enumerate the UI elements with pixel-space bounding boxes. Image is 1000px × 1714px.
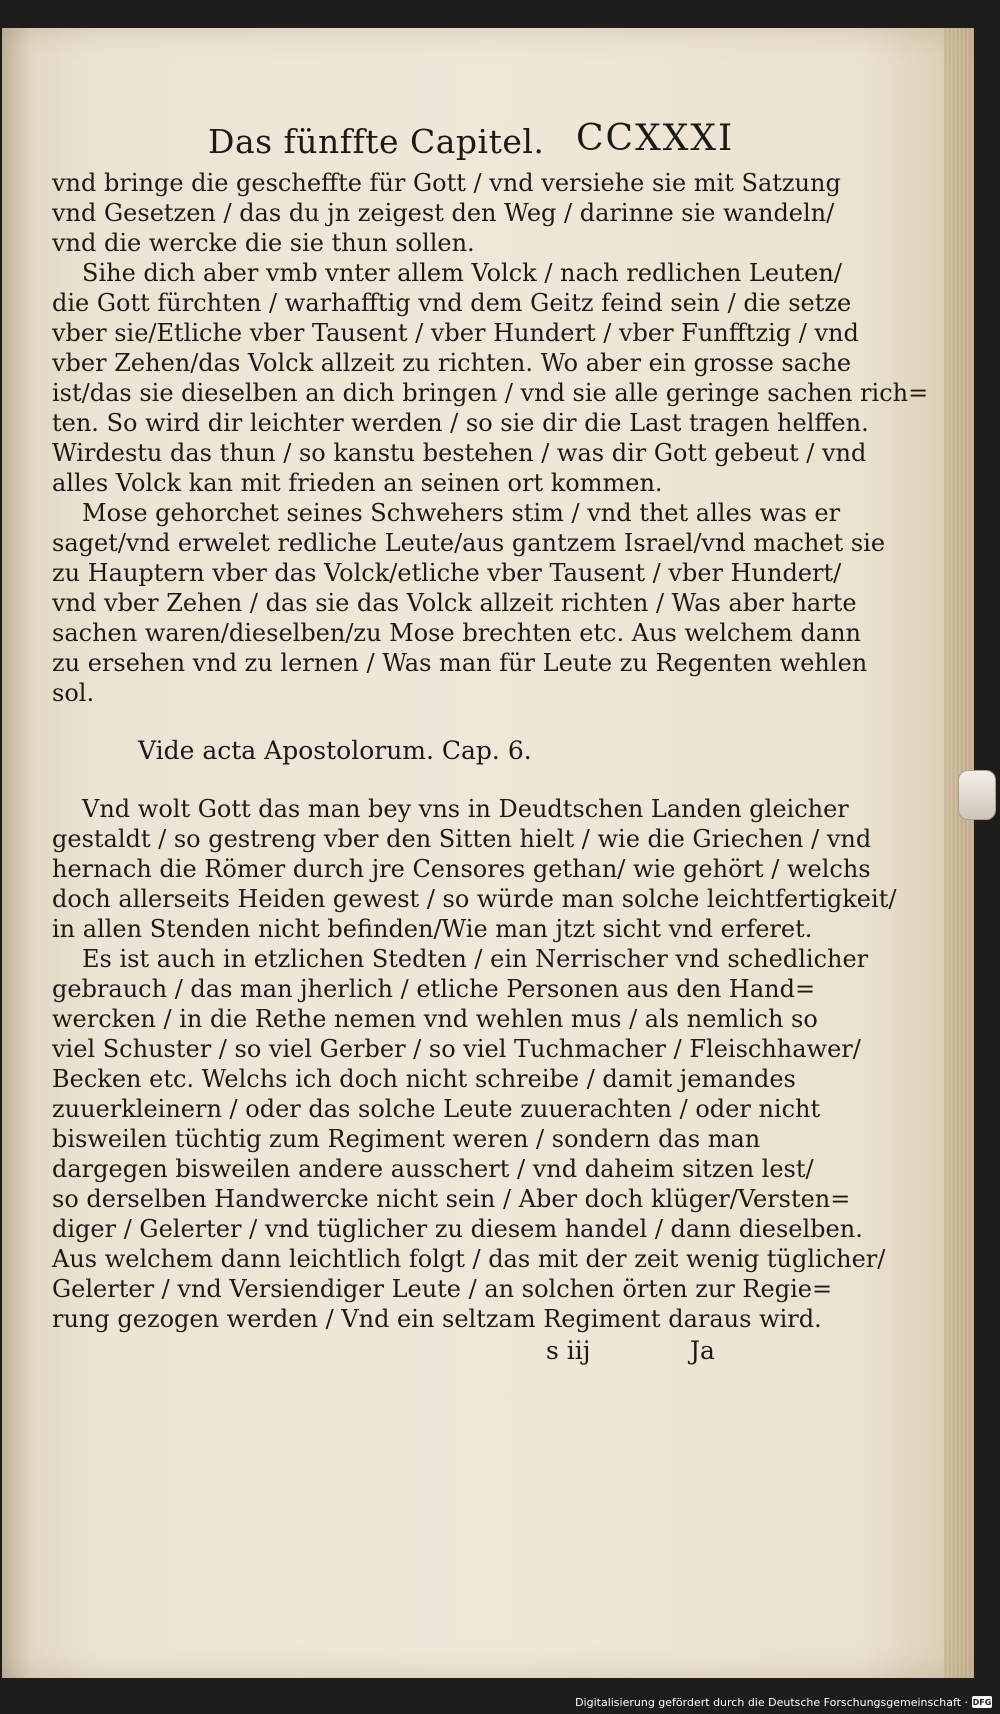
footer-credit: Digitalisierung gefördert durch die Deutsche Forschungsgemeinschaft ·: [575, 1695, 968, 1709]
text-line: Wirdestu das thun / so kanstu bestehen / was dir Gott gebeut / vnd: [52, 439, 867, 467]
text-line: in allen Stenden nicht befinden/Wie man jtzt sicht vnd erferet.: [52, 915, 813, 943]
text-line: Vnd wolt Gott das man bey vns in Deudtschen Landen gleicher: [82, 795, 849, 823]
text-line: vnd die wercke die sie thun sollen.: [52, 229, 475, 257]
page-edge-stack: [944, 28, 974, 1678]
text-line: vnd Gesetzen / das du jn zeigest den Weg / darinne sie wandeln/: [52, 199, 835, 227]
text-line: dargegen bisweilen andere ausschert / vnd daheim sitzen lest/: [52, 1155, 814, 1183]
catchword: Ja: [690, 1336, 715, 1365]
folio-number: CCXXXI: [576, 118, 735, 159]
text-line: Es ist auch in etzlichen Stedten / ein Nerrischer vnd schedlicher: [82, 945, 869, 973]
text-line: vber sie/Etliche vber Tausent / vber Hundert / vber Funfftzig / vnd: [52, 319, 859, 347]
text-line: die Gott fürchten / warhafftig vnd dem Geitz feind sein / die setze: [52, 289, 852, 317]
text-line: alles Volck kan mit frieden an seinen ort kommen.: [52, 469, 663, 497]
text-line: sol.: [52, 679, 95, 707]
text-line: rung gezogen werden / Vnd ein seltzam Regiment daraus wird.: [52, 1305, 822, 1333]
text-line: so derselben Handwercke nicht sein / Aber doch klüger/Versten=: [52, 1185, 851, 1213]
digitization-footer: [575, 1693, 992, 1711]
text-line: doch allerseits Heiden gewest / so würde man solche leichtfertigkeit/: [52, 885, 897, 913]
text-line: diger / Gelerter / vnd tüglicher zu diesem handel / dann dieselben.: [52, 1215, 863, 1243]
text-line: ten. So wird dir leichter werden / so sie dir die Last tragen helffen.: [52, 409, 869, 437]
text-line: gebrauch / das man jherlich / etliche Personen aus den Hand=: [52, 975, 816, 1003]
text-line: vnd bringe die gescheffte für Gott / vnd versiehe sie mit Satzung: [52, 169, 841, 197]
text-line: bisweilen tüchtig zum Regiment weren / sondern das man: [52, 1125, 761, 1153]
text-line: vber Zehen/das Volck allzeit zu richten. Wo aber ein grosse sache: [52, 349, 852, 377]
text-line: Aus welchem dann leichtlich folgt / das mit der zeit wenig tüglicher/: [52, 1245, 886, 1273]
text-line: Becken etc. Welchs ich doch nicht schreibe / damit jemandes: [52, 1065, 796, 1093]
text-line: Sihe dich aber vmb vnter allem Volck / nach redlichen Leuten/: [82, 259, 842, 287]
text-line: Mose gehorchet seines Schwehers stim / vnd thet alles was er: [82, 499, 841, 527]
text-line: zuuerkleinern / oder das solche Leute zuuerachten / oder nicht: [52, 1095, 821, 1123]
page-clip: [958, 770, 996, 820]
chapter-heading: Das fünffte Capitel.: [208, 122, 545, 161]
text-line: wercken / in die Rethe nemen vnd wehlen mus / als nemlich so: [52, 1005, 818, 1033]
text-line: zu Hauptern vber das Volck/etliche vber Tausent / vber Hundert/: [52, 559, 842, 587]
signature-mark: s iij: [546, 1336, 591, 1365]
text-line: hernach die Römer durch jre Censores gethan/ wie gehört / welchs: [52, 855, 871, 883]
text-line: sachen waren/dieselben/zu Mose brechten etc. Aus welchem dann: [52, 619, 861, 647]
dfg-logo-icon: DFG: [972, 1697, 992, 1707]
text-line: vnd vber Zehen / das sie das Volck allzeit richten / Was aber harte: [52, 589, 857, 617]
text-line: gestaldt / so gestreng vber den Sitten hielt / wie die Griechen / vnd: [52, 825, 872, 853]
text-line: viel Schuster / so viel Gerber / so viel Tuchmacher / Fleischhawer/: [52, 1035, 861, 1063]
text-line: saget/vnd erwelet redliche Leute/aus gantzem Israel/vnd machet sie: [52, 529, 886, 557]
text-line: Gelerter / vnd Versiendiger Leute / an solchen örten zur Regie=: [52, 1275, 833, 1303]
citation-reference: Vide acta Apostolorum. Cap. 6.: [138, 736, 532, 765]
text-line: zu ersehen vnd zu lernen / Was man für Leute zu Regenten wehlen: [52, 649, 868, 677]
text-line: ist/das sie dieselben an dich bringen / vnd sie alle geringe sachen rich=: [52, 379, 929, 407]
